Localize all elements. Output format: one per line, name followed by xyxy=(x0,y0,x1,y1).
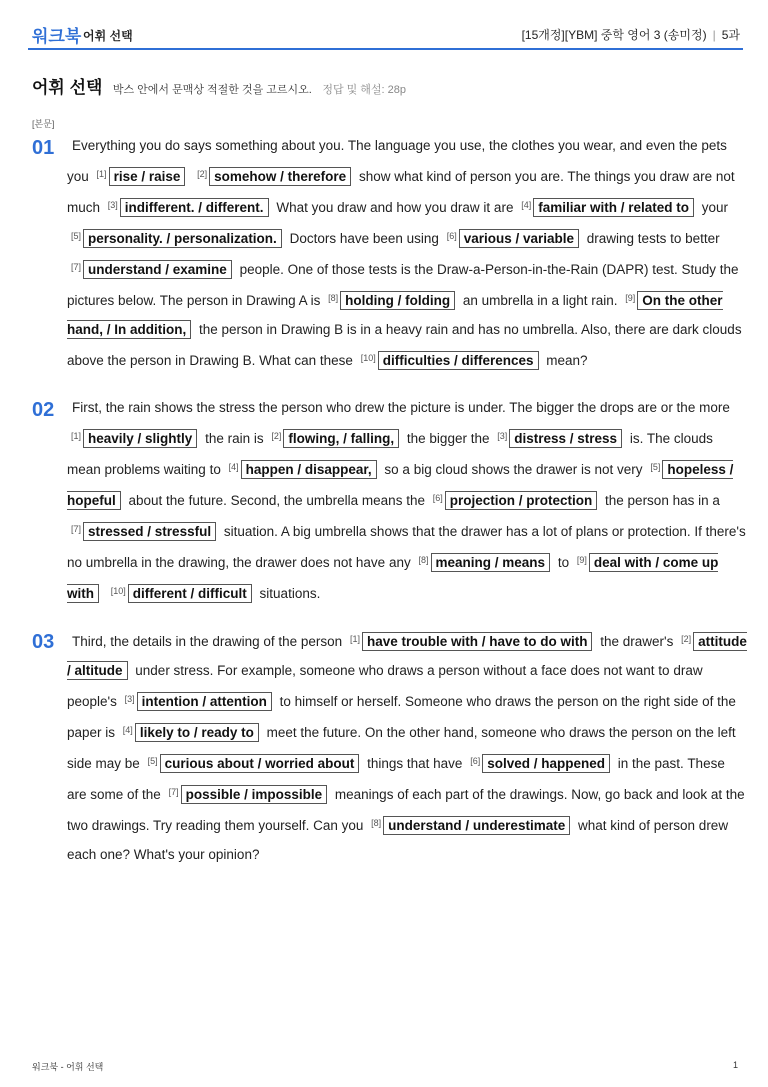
choice-box[interactable]: somehow / therefore xyxy=(209,167,351,186)
blank-number: [6] xyxy=(470,756,481,766)
choice-box[interactable]: intention / attention xyxy=(137,692,272,711)
blank-number: [4] xyxy=(122,725,133,735)
paragraph-number: 02 xyxy=(32,399,55,421)
choice-box[interactable]: distress / stress xyxy=(509,429,622,448)
blank-number: [6] xyxy=(446,231,457,241)
paragraph-02 xyxy=(67,393,747,608)
blank-number: [8] xyxy=(418,555,429,565)
paragraph-number: 03 xyxy=(32,631,55,653)
blank-number: [3] xyxy=(107,200,118,210)
page-title: 어휘 선택 xyxy=(32,78,103,97)
choice-box[interactable]: rise / raise xyxy=(109,167,186,186)
blank-number: [4] xyxy=(521,200,532,210)
blank-number: [7] xyxy=(168,787,179,797)
passage-text: so a big cloud shows the drawer is not very xyxy=(384,462,643,477)
passage-text: what kind of person drew each one? What's your opinion? xyxy=(67,818,729,862)
passage-text: Everything you do says something about you. The language you use, the clothes you wear, and even the pets you xyxy=(67,138,727,184)
blank-number: [5] xyxy=(650,462,661,472)
passage-text: What you draw and how you draw it are xyxy=(276,200,514,215)
header-subtitle: 어휘 선택 xyxy=(83,29,133,43)
passage-text: about the future. Second, the umbrella means the xyxy=(128,493,425,508)
choice-box[interactable]: likely to / ready to xyxy=(135,723,259,742)
blank-number: [10] xyxy=(110,586,126,596)
passage-text: the bigger the xyxy=(406,431,490,446)
choice-box[interactable]: holding / folding xyxy=(340,291,455,310)
passage-text: Doctors have been using xyxy=(289,231,439,246)
paragraph-03 xyxy=(67,625,747,869)
blank-number: [8] xyxy=(371,818,382,828)
passage-text: show what kind of person you are. The things you draw are not much xyxy=(67,169,735,215)
lesson-label: 5과 xyxy=(721,28,740,42)
header-divider xyxy=(28,48,743,50)
course-name: [15개정][YBM] 중학 영어 3 (송미정) xyxy=(521,28,707,42)
blank-number: [10] xyxy=(360,353,376,363)
choice-box[interactable]: personality. / personalization. xyxy=(83,229,282,248)
blank-number: [7] xyxy=(71,524,82,534)
passage-text: drawing tests to better xyxy=(586,231,720,246)
course-info xyxy=(522,26,740,43)
choice-box[interactable]: meaning / means xyxy=(431,553,551,572)
passage-text: situations. xyxy=(259,586,321,601)
choice-box[interactable]: hopeless / hopeful xyxy=(67,462,734,508)
answer-reference: 정답 및 해설: 28p xyxy=(322,84,407,96)
blank-number: [7] xyxy=(71,262,82,272)
passage-text: the person has in a xyxy=(605,493,720,508)
passage-text: the rain is xyxy=(205,431,264,446)
passage-text: your xyxy=(701,200,729,215)
choice-box[interactable]: flowing, / falling, xyxy=(283,429,399,448)
passage-text: to himself or herself. Someone who draws the person on the right side of the paper is xyxy=(67,694,736,740)
section-label: [본문] xyxy=(32,119,55,129)
blank-number: [2] xyxy=(271,431,282,441)
choice-box[interactable]: stressed / stressful xyxy=(83,522,216,541)
blank-number: [2] xyxy=(197,169,208,179)
passage-text: meet the future. On the other hand, someone who draws the person on the left side may be xyxy=(67,725,736,771)
header-separator: | xyxy=(712,28,716,42)
passage-text: the person in Drawing B is in a heavy rain and has no umbrella. Also, there are dark clouds above the person in Drawing B. What can these xyxy=(67,322,742,368)
choice-box[interactable]: deal with / come up with xyxy=(67,555,719,601)
blank-number: [5] xyxy=(147,756,158,766)
choice-box[interactable]: different / difficult xyxy=(128,584,252,603)
choice-box[interactable]: have trouble with / have to do with xyxy=(362,632,593,651)
choice-box[interactable]: various / variable xyxy=(459,229,579,248)
passage-text: First, the rain shows the stress the person who drew the picture is under. The bigger the drops are or the more xyxy=(72,400,730,415)
passage-text: under stress. For example, someone who draws a person without a face does not want to draw people's xyxy=(67,663,703,709)
blank-number: [5] xyxy=(71,231,82,241)
choice-box[interactable]: attitude / altitude xyxy=(67,634,747,678)
choice-box[interactable]: solved / happened xyxy=(482,754,610,773)
passage-text: mean? xyxy=(546,353,588,368)
choice-box[interactable]: familiar with / related to xyxy=(533,198,694,217)
blank-number: [4] xyxy=(228,462,239,472)
page-number: 1 xyxy=(732,1060,738,1070)
footer-title: 워크북 - 어휘 선택 xyxy=(32,1062,104,1072)
blank-number: [1] xyxy=(349,634,360,644)
passage-text: is. The clouds mean problems waiting to xyxy=(67,431,713,477)
passage-text: meanings of each part of the drawings. Now, go back and look at the two drawings. Try reading them yourself. Can you xyxy=(67,787,745,833)
passage-text: people. One of those tests is the Draw-a-Person-in-the-Rain (DAPR) test. Study the pictures below. The person in Drawing A is xyxy=(67,262,739,308)
paragraph-01 xyxy=(67,131,747,375)
blank-number: [8] xyxy=(328,293,339,303)
choice-box[interactable]: curious about / worried about xyxy=(160,754,360,773)
choice-box[interactable]: indifferent. / different. xyxy=(120,198,269,217)
choice-box[interactable]: projection / protection xyxy=(445,491,598,510)
blank-number: [6] xyxy=(432,493,443,503)
passage-text: an umbrella in a light rain. xyxy=(462,293,618,308)
choice-box[interactable]: understand / examine xyxy=(83,260,232,279)
passage-text: in the past. These are some of the xyxy=(67,756,725,802)
page-header xyxy=(0,0,768,50)
choice-box[interactable]: happen / disappear, xyxy=(241,460,377,479)
passage-text: situation. A big umbrella shows that the drawer has a lot of plans or protection. If there's no umbrella in the drawing, the drawer does not have any xyxy=(67,524,746,570)
passage-text: to xyxy=(557,555,570,570)
blank-number: [3] xyxy=(497,431,508,441)
brand-logo: 워크북 xyxy=(32,27,82,46)
blank-number: [9] xyxy=(576,555,587,565)
passage-text: things that have xyxy=(367,756,463,771)
title-row xyxy=(32,73,406,98)
passage-text: the drawer's xyxy=(600,634,674,649)
instruction-text: 박스 안에서 문맥상 적절한 것을 고르시오. xyxy=(112,84,312,96)
blank-number: [9] xyxy=(625,293,636,303)
passage-text: Third, the details in the drawing of the person xyxy=(72,634,343,649)
choice-box[interactable]: possible / impossible xyxy=(181,785,328,804)
choice-box[interactable]: On the other hand, / In addition, xyxy=(67,293,723,337)
blank-number: [2] xyxy=(681,634,692,644)
choice-box[interactable]: understand / underestimate xyxy=(383,816,570,835)
blank-number: [1] xyxy=(71,431,82,441)
paragraph-number: 01 xyxy=(32,137,55,159)
blank-number: [3] xyxy=(124,694,135,704)
blank-number: [1] xyxy=(96,169,107,179)
choice-box[interactable]: difficulties / differences xyxy=(378,351,539,370)
choice-box[interactable]: heavily / slightly xyxy=(83,429,197,448)
